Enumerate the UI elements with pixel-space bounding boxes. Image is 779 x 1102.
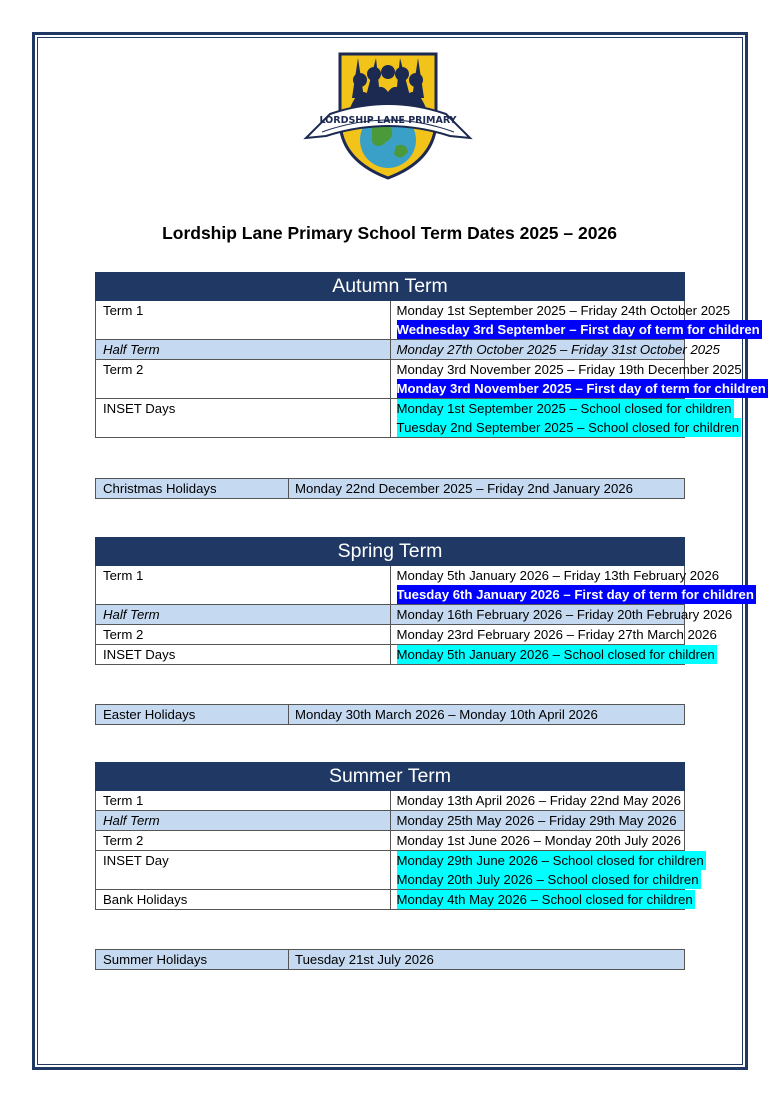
date-range: Monday 13th April 2026 – Friday 22nd May 2026 <box>396 793 681 808</box>
row-label: Term 2 <box>103 833 144 848</box>
row-label: Term 1 <box>103 303 144 318</box>
inset-note: Monday 20th July 2026 – School closed for children <box>396 872 699 887</box>
row-label: Summer Holidays <box>103 952 208 967</box>
date-range: Monday 23rd February 2026 – Friday 27th March 2026 <box>396 627 717 642</box>
spring-term-heading: Spring Term <box>96 538 685 566</box>
table-row <box>96 360 685 399</box>
table-row-half-term <box>96 811 685 831</box>
inset-note: Monday 1st September 2025 – School closed for children <box>396 401 732 416</box>
table-row <box>96 625 685 645</box>
autumn-term-heading: Autumn Term <box>96 273 685 301</box>
summer-term-table <box>95 762 704 910</box>
spring-term-table <box>95 537 754 665</box>
row-label: Half Term <box>103 607 160 622</box>
date-range: Monday 3rd November 2025 – Friday 19th December 2025 <box>396 362 742 377</box>
table-row <box>96 301 685 340</box>
row-label: Half Term <box>103 342 160 357</box>
row-label: Term 1 <box>103 793 144 808</box>
row-label: Half Term <box>103 813 160 828</box>
page-title: Lordship Lane Primary School Term Dates 2025 – 2026 <box>162 223 617 243</box>
date-range: Monday 22nd December 2025 – Friday 2nd January 2026 <box>295 481 633 496</box>
row-label: INSET Days <box>103 647 176 662</box>
inset-note: Tuesday 2nd September 2025 – School closed for children <box>396 420 740 435</box>
row-label: INSET Day <box>103 853 169 868</box>
first-day-note: Tuesday 6th January 2026 – First day of term for children <box>396 587 754 602</box>
first-day-note: Monday 3rd November 2025 – First day of term for children <box>396 381 766 396</box>
school-logo <box>300 50 476 182</box>
date-range: Monday 16th February 2026 – Friday 20th February 2026 <box>396 607 733 622</box>
date-range: Monday 30th March 2026 – Monday 10th April 2026 <box>295 707 598 722</box>
bank-holiday-note: Monday 4th May 2026 – School closed for children <box>396 892 693 907</box>
table-row <box>96 399 685 438</box>
row-label: Bank Holidays <box>103 892 188 907</box>
easter-holidays-table <box>95 704 685 725</box>
table-row <box>96 791 685 811</box>
table-row-half-term <box>96 340 685 360</box>
table-row <box>96 479 685 499</box>
table-row <box>96 645 685 665</box>
christmas-holidays-table <box>95 478 685 499</box>
date-range: Monday 25th May 2026 – Friday 29th May 2026 <box>396 813 677 828</box>
logo-banner-text: LORDSHIP LANE PRIMARY <box>319 115 457 126</box>
table-row <box>96 705 685 725</box>
row-label: Christmas Holidays <box>103 481 217 496</box>
autumn-term-table <box>95 272 766 438</box>
date-range: Tuesday 21st July 2026 <box>295 952 434 967</box>
table-row <box>96 851 685 890</box>
inset-note: Monday 5th January 2026 – School closed for children <box>396 647 715 662</box>
inset-note: Monday 29th June 2026 – School closed for children <box>396 853 704 868</box>
date-range: Monday 1st June 2026 – Monday 20th July 2026 <box>396 833 681 848</box>
row-label: Term 2 <box>103 627 144 642</box>
first-day-note: Wednesday 3rd September – First day of term for children <box>396 322 760 337</box>
table-row <box>96 890 685 910</box>
row-label: Term 2 <box>103 362 144 377</box>
row-label: Easter Holidays <box>103 707 196 722</box>
table-row <box>96 566 685 605</box>
date-range: Monday 1st September 2025 – Friday 24th October 2025 <box>396 303 731 318</box>
date-range: Monday 5th January 2026 – Friday 13th February 2026 <box>396 568 720 583</box>
row-label: INSET Days <box>103 401 176 416</box>
table-row <box>96 831 685 851</box>
summer-term-heading: Summer Term <box>96 763 685 791</box>
table-row <box>96 950 685 970</box>
row-label: Term 1 <box>103 568 144 583</box>
summer-holidays-table <box>95 949 685 970</box>
date-range: Monday 27th October 2025 – Friday 31st October 2025 <box>396 342 720 357</box>
table-row-half-term <box>96 605 685 625</box>
